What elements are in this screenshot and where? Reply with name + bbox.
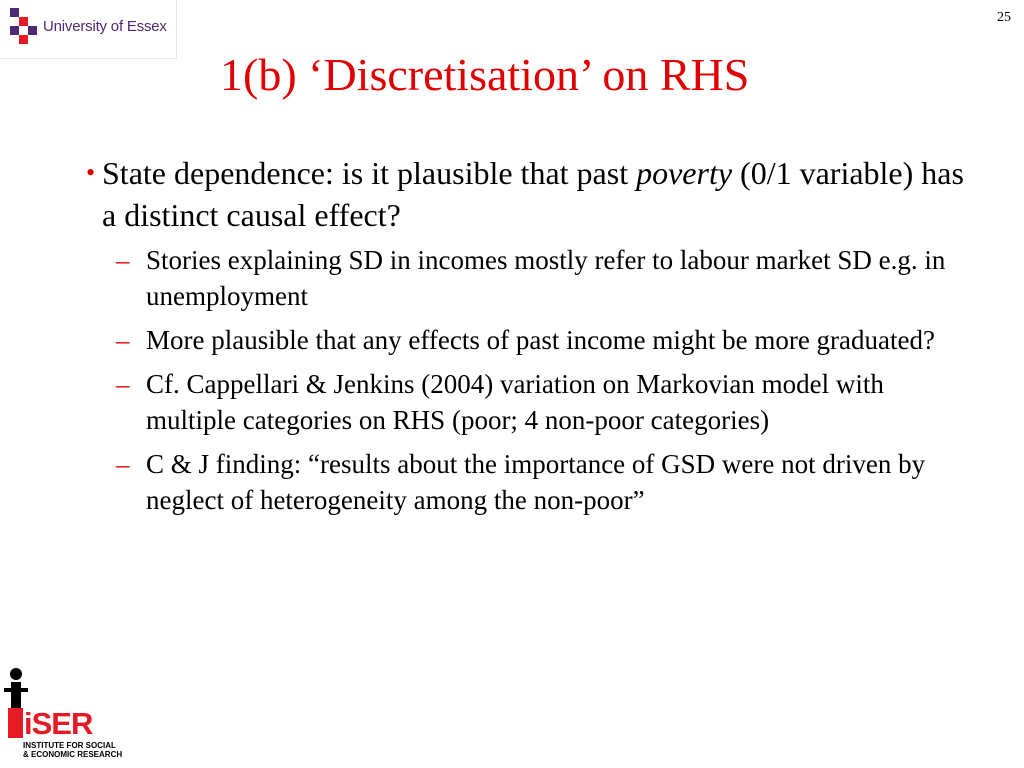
sub-bullet-item [70, 366, 946, 438]
sub-bullet-text: Cf. Cappellari & Jenkins (2004) variation on Markovian model with multiple categories on RHS (poor; 4 non-poor categories) [146, 369, 884, 435]
iser-logo-text: iSER [24, 706, 93, 741]
essex-mark-icon [10, 8, 38, 50]
dash-marker: – [116, 325, 130, 355]
bullet-marker: • [86, 158, 96, 187]
sub-bullet-item [70, 446, 946, 518]
slide-content [70, 152, 970, 526]
university-of-essex-logo [0, 0, 177, 59]
bullet-text-start: State dependence: is it plausible that past [102, 155, 637, 191]
bullet-text-end: (0/1 variable) has a distinct causal effect? [102, 155, 964, 233]
slide-title: 1(b) ‘Discretisation’ on RHS [220, 49, 750, 100]
bullet-text-italic: poverty [636, 155, 733, 191]
sub-bullet-list [70, 242, 970, 518]
sub-bullet-item [70, 242, 946, 314]
sub-bullet-text: Stories explaining SD in incomes mostly refer to labour market SD e.g. in unemployment [146, 245, 946, 311]
dash-marker: – [116, 449, 130, 479]
iser-subtitle-line: & ECONOMIC RESEARCH [23, 750, 123, 759]
iser-subtitle [23, 741, 122, 759]
iser-subtitle-line: INSTITUTE FOR SOCIAL [23, 741, 116, 750]
dash-marker: – [116, 369, 130, 399]
sub-bullet-text: More plausible that any effects of past income might be more graduated? [146, 325, 935, 355]
essex-logo-text: University of Essex [43, 18, 167, 35]
sub-bullet-item [70, 322, 946, 358]
sub-bullet-text: C & J finding: “results about the importance of GSD were not driven by neglect of heterogeneity among the non-poor” [146, 449, 926, 515]
page-number: 25 [997, 10, 1011, 25]
bullet-item [70, 152, 972, 236]
iser-logo [0, 664, 123, 768]
dash-marker: – [116, 245, 130, 275]
